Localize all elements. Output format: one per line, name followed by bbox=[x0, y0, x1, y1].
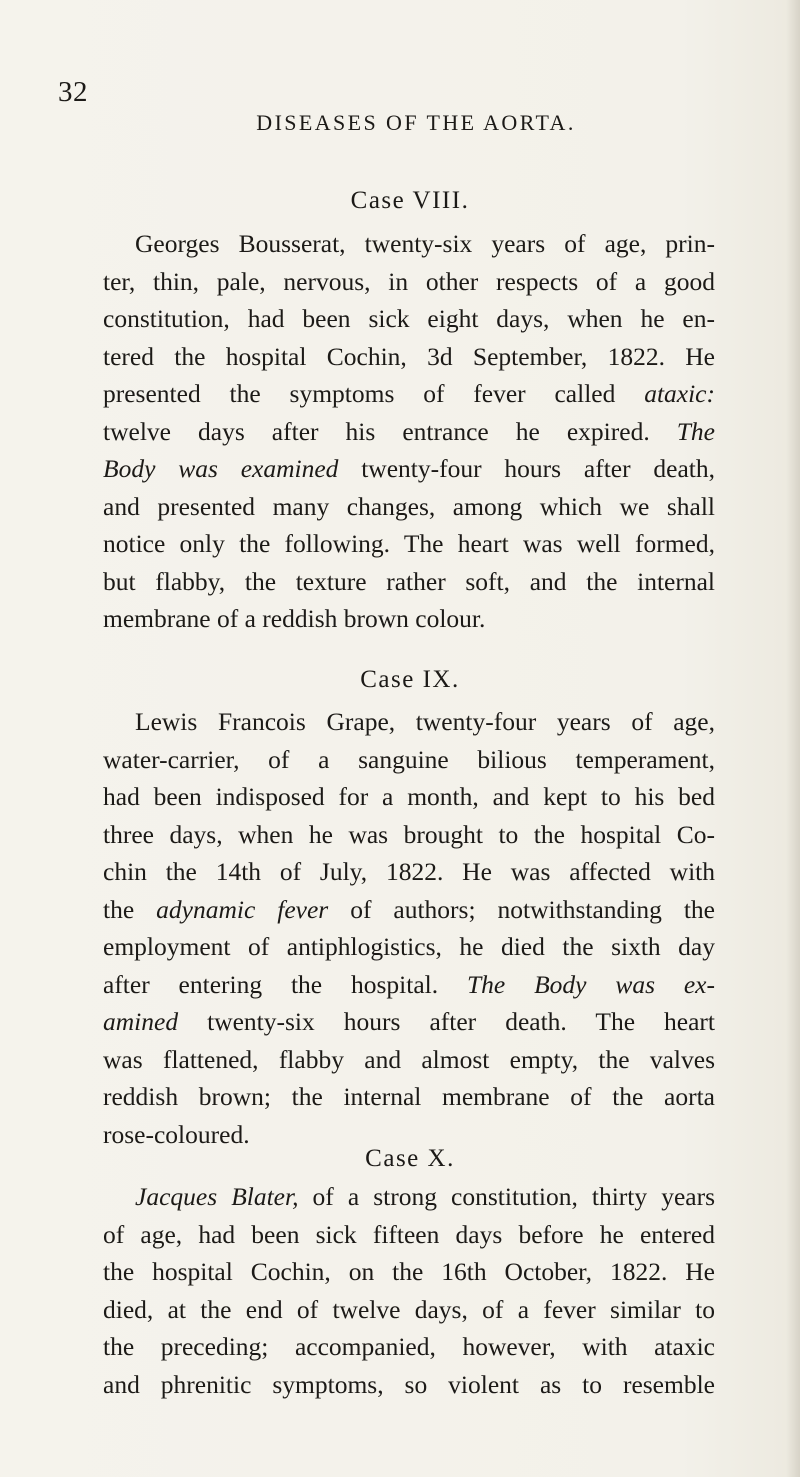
page-number: 32 bbox=[58, 76, 88, 108]
text-line: and phrenitic symptoms, so violent as to resemble bbox=[103, 1369, 715, 1399]
text-line: Jacques Blater, of a strong constitution, thirty years bbox=[135, 1182, 715, 1211]
text-line: reddish brown; the internal membrane of the aorta bbox=[103, 1082, 715, 1111]
text-line: presented the symptoms of fever called ataxic: bbox=[103, 379, 715, 408]
case-heading: Case X. bbox=[365, 1145, 455, 1172]
text-line: and presented many changes, among which we shall bbox=[103, 491, 715, 521]
text-line: membrane of a reddish brown colour. bbox=[103, 604, 486, 633]
text-line: was flattened, flabby and almost empty, the valves bbox=[103, 1044, 715, 1074]
text-line: tered the hospital Cochin, 3d September, 1822. He bbox=[103, 341, 715, 371]
text-line: of age, had been sick fifteen days before he entered bbox=[103, 1219, 715, 1249]
text-line: died, at the end of twelve days, of a fever similar to bbox=[103, 1294, 715, 1324]
text-line: rose-coloured. bbox=[103, 1119, 250, 1149]
italic-phrase: ataxic: bbox=[644, 379, 715, 408]
text-line: three days, when he was brought to the hospital Co- bbox=[103, 819, 715, 849]
italic-phrase: amined bbox=[103, 1007, 179, 1036]
text-line: the adynamic fever of authors; notwithstanding the bbox=[103, 894, 715, 924]
text-line: twelve days after his entrance he expired. The bbox=[103, 416, 715, 446]
text-line: ter, thin, pale, nervous, in other respects of a good bbox=[103, 266, 715, 296]
case-heading: Case VIII. bbox=[350, 187, 470, 214]
text-line: employment of antiphlogistics, he died the sixth day bbox=[103, 932, 715, 961]
text-line: the hospital Cochin, on the 16th October, 1822. He bbox=[103, 1257, 715, 1286]
text-line: constitution, had been sick eight days, when he en- bbox=[103, 304, 715, 333]
text-line: Body was examined twenty-four hours after death, bbox=[103, 454, 715, 483]
text-line: Lewis Francois Grape, twenty-four years of age, bbox=[135, 707, 715, 736]
italic-phrase: The Body was ex- bbox=[466, 969, 715, 999]
text-line: amined twenty-six hours after death. The heart bbox=[103, 1007, 715, 1036]
text-line: had been indisposed for a month, and kept to his bed bbox=[103, 782, 715, 811]
italic-phrase: Body was examined bbox=[103, 454, 339, 483]
text-line: Georges Bousserat, twenty-six years of age, prin- bbox=[135, 229, 715, 258]
text-line: chin the 14th of July, 1822. He was affected with bbox=[103, 857, 715, 886]
italic-phrase: Jacques Blater, bbox=[135, 1182, 299, 1211]
text-line: after entering the hospital. The Body was ex- bbox=[103, 969, 715, 999]
italic-phrase: adynamic fever bbox=[156, 894, 329, 924]
running-head: DISEASES OF THE AORTA. bbox=[256, 110, 576, 135]
case-heading: Case IX. bbox=[360, 666, 460, 693]
page-edge-shadow bbox=[786, 0, 800, 1477]
text-line: water-carrier, of a sanguine bilious temperament, bbox=[103, 744, 715, 774]
italic-phrase: The bbox=[676, 416, 715, 446]
text-line: but flabby, the texture rather soft, and the internal bbox=[103, 566, 715, 596]
case-paragraph bbox=[103, 703, 715, 1153]
case-paragraph bbox=[103, 225, 715, 638]
text-line: the preceding; accompanied, however, with ataxic bbox=[103, 1332, 715, 1361]
text-line: notice only the following. The heart was well formed, bbox=[103, 529, 715, 558]
case-paragraph bbox=[103, 1178, 715, 1403]
